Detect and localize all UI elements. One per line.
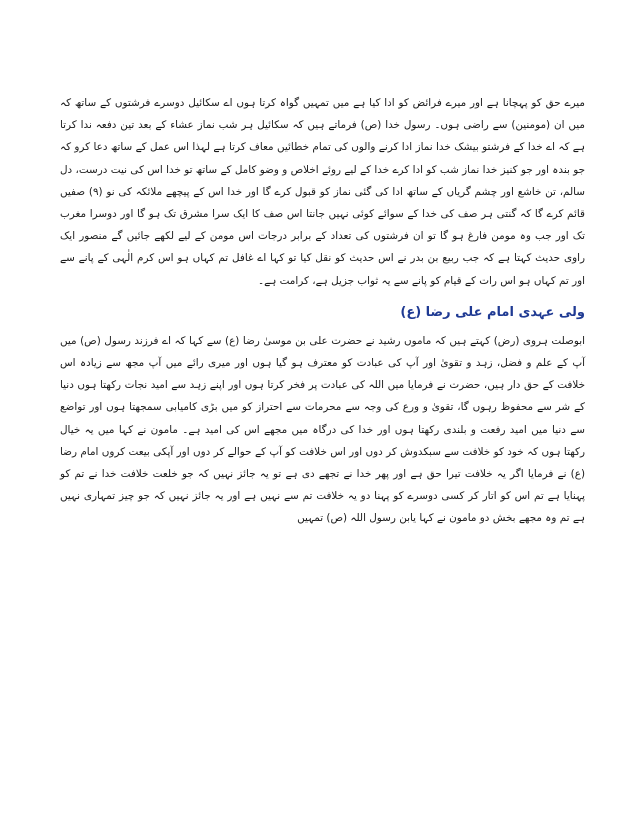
paragraph-intro: میرے حق کو پہچانا ہے اور میرے فرائض کو ادا کیا ہے میں تمہیں گواہ کرتا ہوں اے سکائیل دوسرے فرشتوں کے ساتھ کہ میں ان (مومنین) سے راضی ہوں۔ رسول خدا (ص) فرماتے ہیں کہ سکائیل ہر شب نماز عشاء کے بعد تین دفعہ ندا کرتا ہے کہ اے خدا کے فرشتو بیشک خدا نماز ادا کرنے والوں کی تمام خطائیں معاف کرتا ہے لہذا اس عمل کے ساتھ دعا کرو کہ جو بندہ اور جو کنیز خدا نماز شب کو ادا کرے خدا کے لیے روئے اخلاص و وضو کامل کے ساتھ تو خدا اس کی نیت درست، دل سالم، تن خاشع اور چشم گریاں کے ساتھ ادا کی گئی نماز کو قبول کرے گا اور خدا اس کے پیچھے ملائکہ کی نو (۹) صفیں قائم کرے گا کہ گنتی ہر صف کی خدا کے سوائے کوئی نہیں جانتا اس صف کا ایک سرا مشرق تک ہو گا اور دوسرا مغرب تک اور جب وہ مومن فارغ ہو گا تو ان فرشتوں کی تعداد کے برابر درجات اس مومن کے لیے لکھے جائیں گے منصور ایک راوی حدیث کہتا ہے کہ جب ربیع بن بدر نے اس حدیث کو نقل کیا تو کہا اے غافل تم کہاں ہو اس کرم الٰہی کے پانے سے اور تم کہاں ہو اس رات کے قیام کو پانے سے یہ ثواب جزیل ہے، کرامت ہے۔ xyxy=(60,97,586,287)
document-page xyxy=(60,92,585,530)
paragraph-wali-ahdi: ابوصلت ہروی (رض) کہتے ہیں کہ ماموں رشید نے حضرت علی بن موسیٰ رضا (ع) سے کہا کہ اے فرزند رسول (ص) میں آپ کے علم و فضل، زہد و تقویٰ اور آپ کی عبادت کو معترف ہو گیا ہوں اور میری رائے میں آپ مجھ سے زیادہ اس خلافت کے حق دار ہیں، حضرت نے فرمایا میں اللہ کی عبادت پر فخر کرتا ہوں اور اپنے زہد سے امید نجات رکھتا ہوں دنیا کے شر سے محفوظ رہوں گا، تقویٰ و ورع کی وجہ سے محرمات سے احتراز کو میں بڑی کامیابی سمجھتا ہوں اور تواضع سے دنیا میں امید رفعت و بلندی رکھتا ہوں اور خدا کی درگاہ میں مجھے اس کی امید ہے۔ مامون نے کہا میں یہ خیال رکھتا ہوں کہ خود کو خلافت سے سبکدوش کر دوں اور اس خلافت کو آپ کے حوالے کر دوں اور آپکی بیعت کروں امام رضا (ع) نے فرمایا اگر یہ خلافت تیرا حق ہے اور پھر خدا نے تجھے دی ہے تو یہ جائز نہیں کہ جو خلعت خلافت خدا نے تم کو پہنایا ہے تم اس کو اتار کر کسی دوسرے کو پہنا دو یہ خلافت تم سے نہیں ہے اور یہ جائز نہیں کہ جو چیز تمہاری نہیں ہے تم وہ مجھے بخش دو مامون نے کہا یابن رسول اللہ (ص) تمہیں xyxy=(60,334,585,525)
section-heading: ولی عہدی امام علی رضا (ع) xyxy=(400,304,585,320)
